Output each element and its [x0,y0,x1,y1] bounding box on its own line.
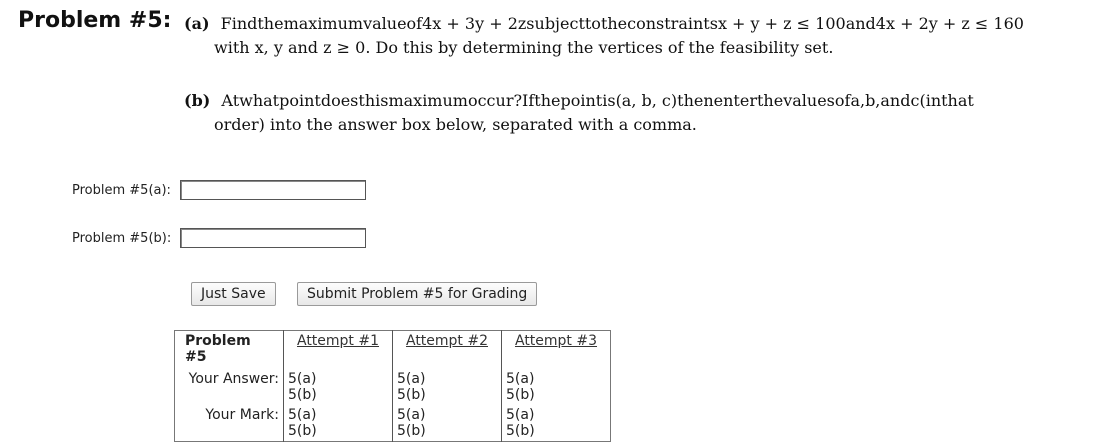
part-b-line-1-word: If [522,91,535,110]
part-b-line-1-word: b, [865,91,881,110]
part-b-line-1-word: c [910,91,920,110]
submit-grading-button[interactable]: Submit Problem #5 for Grading [297,282,537,306]
part-a-line-1-word: the [600,14,628,33]
answer-a-label: Problem #5(a): [72,182,171,198]
attempt-2-label[interactable]: Attempt #2 [405,333,489,349]
your-mark-label: Your Mark: [205,407,279,423]
part-b-line-1-word: that [941,91,974,110]
answer-a-input[interactable] [180,180,366,200]
answer-row-a [72,180,366,200]
part-b-line-1-word: what [239,91,280,110]
part-a-line-1-word: maximum [283,14,364,33]
mark-cell-2-b: 5(b) [397,423,426,439]
part-a-line-1-word: value [363,14,407,33]
mark-cell-2-a: 5(a) [397,407,426,423]
part-b-line-1-word: enter [713,91,757,110]
attempt-3-link[interactable] [502,331,611,370]
part-b-text [184,89,1104,137]
mark-cell-1-b: 5(b) [288,423,317,439]
mark-cell-3-a: 5(a) [506,407,535,423]
mark-cell-3 [502,405,611,442]
answer-cell-3-a: 5(a) [506,371,535,387]
attempt-3-label[interactable]: Attempt #3 [514,333,598,349]
attempts-header-row [175,331,611,370]
your-answer-label: Your Answer: [188,371,279,387]
answer-cell-1 [284,369,393,405]
part-b-line-1-word: the [756,91,784,110]
part-b-line-1-word: is [602,91,616,110]
answer-cell-2 [393,369,502,405]
problem-title: Problem #5: [18,8,172,33]
answer-cell-3-b: 5(b) [506,387,535,403]
part-a-text [184,12,1104,60]
attempt-1-link[interactable] [284,331,393,370]
part-b-line-1-word: maximum [388,91,468,110]
attempts-table [174,330,611,442]
part-b-line-1-word: and [880,91,911,110]
part-b-line-1-word: then [677,91,714,110]
part-b-line-1-word: the [534,91,561,110]
attempt-1-label[interactable]: Attempt #1 [296,333,380,349]
part-a-line-1-word: Find [220,14,258,33]
part-b-line-1-word: this [358,91,389,110]
part-a-line-1-word: and [845,14,876,33]
part-a-line-1-word: x + y + z ≤ 100 [717,14,846,33]
part-a-line-1-word: subject [526,14,585,33]
part-b-line-1-word: At [221,91,240,110]
answer-cell-1-b: 5(b) [288,387,317,403]
part-a-line-1-word: the [257,14,284,33]
part-b-line-1-word: point [279,91,321,110]
mark-cell-1 [284,405,393,442]
part-b-line-2: order) into the answer box below, separated with a comma. [214,115,697,134]
answer-cell-3 [502,369,611,405]
part-b-line-1-word: does [320,91,359,110]
part-b-line-1 [184,89,1104,113]
part-b-line-1-word: (in [919,91,942,110]
part-a-marker: (a) [184,14,210,33]
part-b-line-1-word: occur? [467,91,523,110]
answer-b-label: Problem #5(b): [72,230,172,246]
answer-cell-2-b: 5(b) [397,387,426,403]
answer-cell-1-a: 5(a) [288,371,317,387]
mark-cell-3-b: 5(b) [506,423,535,439]
part-a-line-1-word: 4x + 2y + z ≤ 160 [875,14,1024,33]
part-a-line-1-word: of [406,14,423,33]
part-a-line-1-word: constraints [627,14,718,33]
your-mark-row [175,405,611,442]
part-a-line-1 [184,12,1104,36]
answer-row-b [72,228,366,248]
part-a-line-2: with x, y and z ≥ 0. Do this by determining the vertices of the feasibility set. [214,38,834,57]
mark-cell-2 [393,405,502,442]
part-b-line-1-word: point [560,91,603,110]
part-a-line-1-word: 4x + 3y + 2z [422,14,527,33]
just-save-button[interactable]: Just Save [191,282,276,306]
part-a-line-1-word: to [584,14,601,33]
part-b-line-1-word: values [783,91,835,110]
mark-cell-1-a: 5(a) [288,407,317,423]
attempt-2-link[interactable] [393,331,502,370]
answer-cell-2-a: 5(a) [397,371,426,387]
part-b-line-1-word: a, [850,91,866,110]
your-answer-row [175,369,611,405]
part-b-line-1-word: (a, b, c) [615,91,678,110]
answer-b-input[interactable] [180,228,366,248]
part-b-line-1-word: of [834,91,851,110]
attempts-table-header: Problem #5 [185,333,251,365]
part-b-marker: (b) [184,91,211,110]
